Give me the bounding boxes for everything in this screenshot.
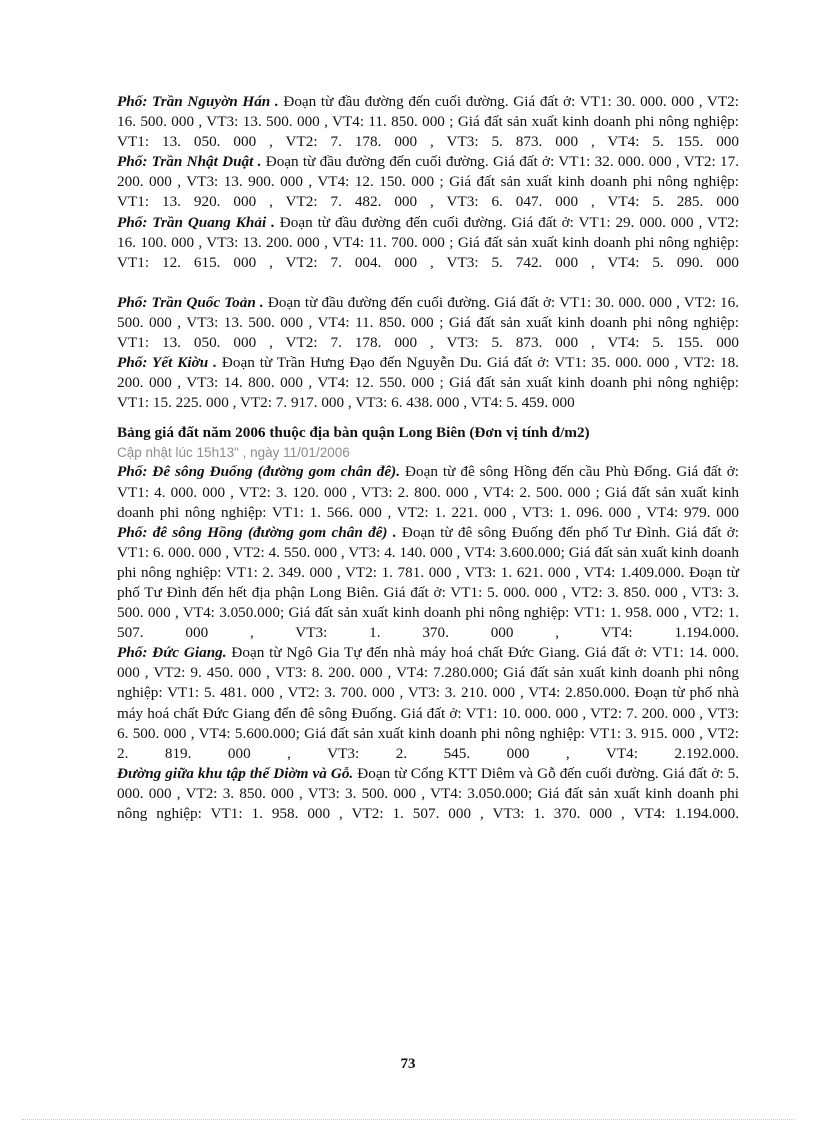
- street-price-text: Đoạn từ đầu đường đến cuối đường. Giá đất ở: VT1: 30. 000. 000 , VT2: 16. 500. 000 , VT3: 13. 500. 000 , VT4: 11. 850. 000 ; Giá đất sản xuất kinh doanh phi nông nghiệp: VT1: 13. 050. 000 , VT2: 7. 178. 000 , VT3: 5. 873. 000 , VT4: 5. 155. 000: [117, 293, 739, 352]
- street-entry-de-song-duong: [117, 462, 739, 522]
- street-name: Phố: Đê sông Đuống (đường gom chân đê).: [117, 463, 401, 481]
- document-body: [117, 92, 739, 824]
- street-entry-tran-nguyen-han: [117, 92, 739, 152]
- page-number: 73: [400, 1056, 416, 1072]
- street-entry-yet-kieu: [117, 353, 739, 413]
- blank-line: [117, 273, 739, 293]
- street-price-text: Đoạn từ Trần Hưng Đạo đến Nguyễn Du. Giá đất ở: VT1: 35. 000. 000 , VT2: 18. 200. 000 , VT3: 14. 800. 000 , VT4: 12. 550. 000 ; Giá đất sản xuất kinh doanh phi nông nghiệp: VT1: 15. 225. 000 , VT2: 7. 917. 000 , VT3: 6. 438. 000 , VT4: 5. 459. 000: [117, 354, 739, 412]
- street-price-text: Đoạn từ đầu đường đến cuối đường. Giá đất ở: VT1: 29. 000. 000 , VT2: 16. 100. 000 , VT3: 13. 200. 000 , VT4: 11. 700. 000 ; Giá đất sản xuất kinh doanh phi nông nghiệp: VT1: 12. 615. 000 , VT2: 7. 004. 000 , VT3: 5. 742. 000 , VT4: 5. 090. 000: [117, 213, 739, 271]
- street-name: Phố: đê sông Hồng (đường gom chân đê) .: [117, 523, 397, 541]
- street-name: Phố: Đức Giang.: [117, 644, 227, 662]
- updated-timestamp: Cập nhật lúc 15h13" , ngày 11/01/2006: [117, 445, 350, 461]
- street-entry-duc-giang: [117, 643, 739, 764]
- street-entry-de-song-hong: [117, 523, 739, 644]
- street-name: Phố: Trần Quốc Toản .: [117, 293, 264, 311]
- street-entry-tran-quoc-toan: [117, 293, 739, 353]
- street-name: Phố: Trần Nhật Duật .: [117, 153, 262, 171]
- street-name: Phố: Yết Kiờu .: [117, 354, 217, 372]
- street-price-text: Đoạn từ Cổng KTT Diêm và Gỗ đến cuối đường. Giá đất ở: 5. 000. 000 , VT2: 3. 850. 000 , VT3: 3. 500. 000 , VT4: 3.050.000; Giá đất sản xuất kinh doanh phi nông nghiệp: VT1: 1. 958. 000 , VT2: 1. 507. 000 , VT3: 1. 370. 000 , VT4: 1.194.000.: [117, 764, 739, 822]
- street-name: Phố: Trần Quang Khải .: [117, 213, 275, 231]
- street-entry-khu-tap-the-diem-go: [117, 764, 739, 824]
- footer-divider: [22, 1119, 794, 1120]
- street-name: Phố: Trần Nguyờn Hán .: [117, 93, 279, 110]
- street-price-text: Đoạn từ đê sông Hồng đến cầu Phù Đổng. Giá đất ở: VT1: 4. 000. 000 , VT2: 3. 120. 000 , VT3: 2. 800. 000 , VT4: 2. 500. 000 ; Giá đất sản xuất kinh doanh phi nông nghiệp: VT1: 1. 566. 000 , VT2: 1. 221. 000 , VT3: 1. 096. 000 , VT4: 979. 000: [117, 463, 739, 521]
- street-price-text: Đoạn từ đầu đường đến cuối đường. Giá đất ở: VT1: 32. 000. 000 , VT2: 17. 200. 000 , VT3: 13. 900. 000 , VT4: 12. 150. 000 ; Giá đất sản xuất kinh doanh phi nông nghiệp: VT1: 13. 920. 000 , VT2: 7. 482. 000 , VT3: 6. 047. 000 , VT4: 5. 285. 000: [117, 153, 739, 211]
- street-name: Đường giữa khu tập thể Diờm và Gỗ.: [117, 764, 354, 782]
- section-title: Bảng giá đất năm 2006 thuộc địa bàn quận Long Biên (Đơn vị tính đ/m2): [117, 424, 590, 442]
- street-price-text: Đoạn từ đê sông Đuống đến phố Tư Đình. Giá đất ở: VT1: 6. 000. 000 , VT2: 4. 550. 000 , VT3: 4. 140. 000 , VT4: 3.600.000; Giá đất sản xuất kinh doanh phi nông nghiệp: VT1: 2. 349. 000 , VT2: 1. 781. 000 , VT3: 1. 621. 000 , VT4: 1.409.000. Đoạn từ phố Tư Đình đến hết địa phận Long Biên. Giá đất ở: VT1: 5. 000. 000 , VT2: 3. 850. 000 , VT3: 3. 500. 000 , VT4: 3.050.000; Giá đất sản xuất kinh doanh phi nông nghiệp: VT1: 1. 958. 000 , VT2: 1. 507. 000 , VT3: 1. 370. 000 , VT4: 1.194.000.: [117, 523, 739, 642]
- street-price-text: Đoạn từ Ngô Gia Tự đến nhà máy hoá chất Đức Giang. Giá đất ở: VT1: 14. 000. 000 , VT2: 9. 450. 000 , VT3: 8. 200. 000 , VT4: 7.280.000; Giá đất sản xuất kinh doanh phi nông nghiệp: VT1: 5. 481. 000 , VT2: 3. 700. 000 , VT3: 3. 210. 000 , VT4: 2.850.000. Đoạn từ phố nhà máy hoá chất Đức Giang đến đê sông Đuống. Giá đất ở: VT1: 10. 000. 000 , VT2: 7. 200. 000 , VT3: 6. 500. 000 , VT4: 5.600.000; Giá đất sản xuất kinh doanh phi nông nghiệp: VT1: 3. 915. 000 , VT2: 2. 819. 000 , VT3: 2. 545. 000 , VT4: 2.192.000.: [117, 644, 739, 762]
- street-price-text: Đoạn từ đầu đường đến cuối đường. Giá đất ở: VT1: 30. 000. 000 , VT2: 16. 500. 000 , VT3: 13. 500. 000 , VT4: 11. 850. 000 ; Giá đất sản xuất kinh doanh phi nông nghiệp: VT1: 13. 050. 000 , VT2: 7. 178. 000 , VT3: 5. 873. 000 , VT4: 5. 155. 000: [117, 93, 739, 151]
- street-entry-tran-nhat-duat: [117, 152, 739, 212]
- street-entry-tran-quang-khai: [117, 213, 739, 273]
